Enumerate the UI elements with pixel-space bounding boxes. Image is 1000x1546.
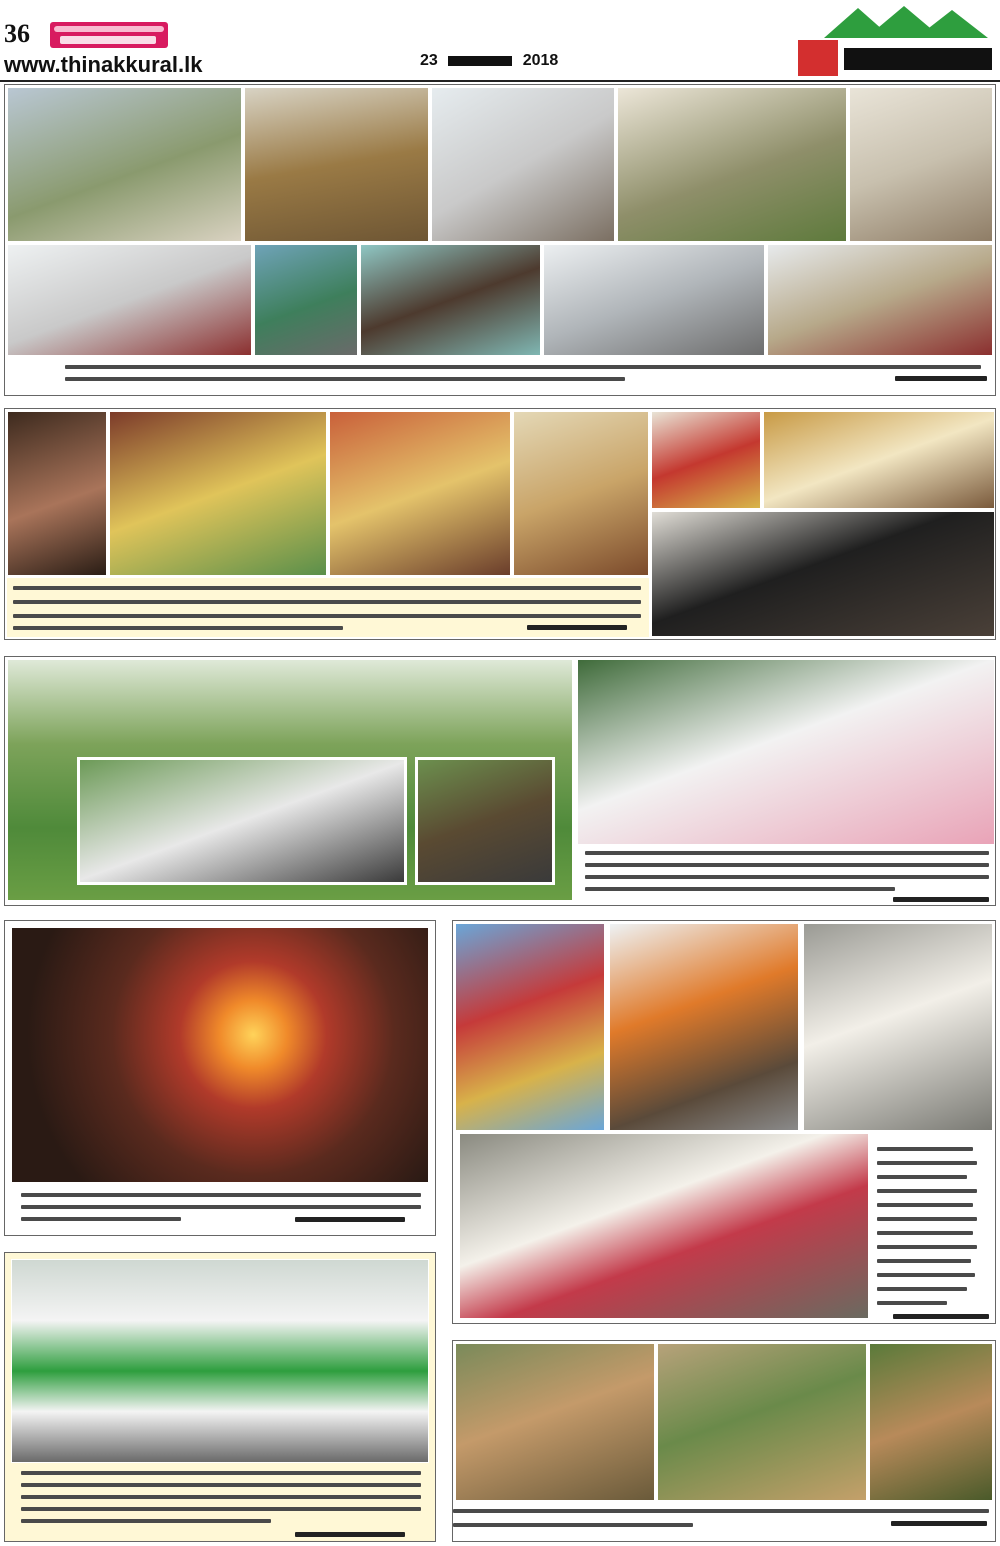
church-caption	[877, 1143, 987, 1313]
temple-photo-3[interactable]	[329, 411, 511, 576]
ambulance-story	[4, 1252, 436, 1542]
exhibition-photo-1[interactable]	[7, 87, 242, 242]
temple-photo-5[interactable]	[651, 411, 761, 509]
exhibition-photo-7[interactable]	[254, 244, 358, 356]
exhibition-photo-5[interactable]	[849, 87, 993, 242]
issue-date-month-mark	[448, 56, 512, 66]
rally-photo-2[interactable]	[77, 757, 407, 885]
church-feast-story	[452, 920, 996, 1324]
temple-photo-2[interactable]	[109, 411, 327, 576]
exhibition-photo-3[interactable]	[431, 87, 615, 242]
issue-date	[420, 52, 558, 70]
church-photo-3[interactable]	[803, 923, 993, 1131]
ambulance-byline	[295, 1532, 405, 1537]
page-number: 36	[4, 19, 30, 48]
exhibition-story	[4, 84, 996, 396]
malaiyagam-section-logo	[796, 4, 996, 78]
website-url[interactable]: www.thinakkural.lk	[4, 52, 203, 77]
homam-caption	[21, 1191, 425, 1231]
logo-swoosh	[54, 26, 164, 32]
church-photo-2[interactable]	[609, 923, 799, 1131]
timber-photo-1[interactable]	[455, 1343, 655, 1501]
exhibition-photo-2[interactable]	[244, 87, 429, 242]
temple-photo-1[interactable]	[7, 411, 107, 576]
timber-photo-3[interactable]	[869, 1343, 993, 1501]
homam-photo[interactable]	[11, 927, 429, 1183]
temple-byline	[527, 625, 627, 630]
exhibition-photo-8[interactable]	[360, 244, 541, 356]
homam-byline	[295, 1217, 405, 1222]
temple-photo-6[interactable]	[763, 411, 995, 509]
issue-date-year: 2018	[522, 52, 559, 69]
ambulance-caption	[21, 1469, 425, 1529]
anti-drug-story	[4, 656, 996, 906]
temple-photo-7[interactable]	[651, 511, 995, 637]
timber-byline	[891, 1521, 987, 1526]
exhibition-byline	[895, 376, 987, 381]
exhibition-photo-9[interactable]	[543, 244, 765, 356]
exhibition-photo-10[interactable]	[767, 244, 993, 356]
ambulance-photo[interactable]	[11, 1259, 429, 1463]
church-byline	[893, 1314, 989, 1319]
timber-photo-2[interactable]	[657, 1343, 867, 1501]
temple-festival-story	[4, 408, 996, 640]
header-rule	[0, 80, 1000, 82]
thinakkural-logo[interactable]	[50, 22, 168, 48]
vinayagar-story	[4, 920, 436, 1236]
masthead	[0, 0, 1000, 80]
rally-byline	[893, 897, 989, 902]
rally-caption	[585, 849, 993, 893]
rally-photo-4[interactable]	[577, 659, 995, 845]
logo-wordmark-shape	[60, 36, 156, 44]
exhibition-photo-4[interactable]	[617, 87, 847, 242]
exhibition-photo-6[interactable]	[7, 244, 252, 356]
temple-caption-panel	[7, 578, 649, 637]
rally-photo-3[interactable]	[415, 757, 555, 885]
estate-timber-story	[452, 1340, 996, 1542]
temple-photo-4[interactable]	[513, 411, 649, 576]
church-photo-4[interactable]	[459, 1133, 869, 1319]
exhibition-caption	[65, 363, 985, 393]
church-photo-1[interactable]	[455, 923, 605, 1131]
issue-date-day: 23	[420, 52, 438, 69]
